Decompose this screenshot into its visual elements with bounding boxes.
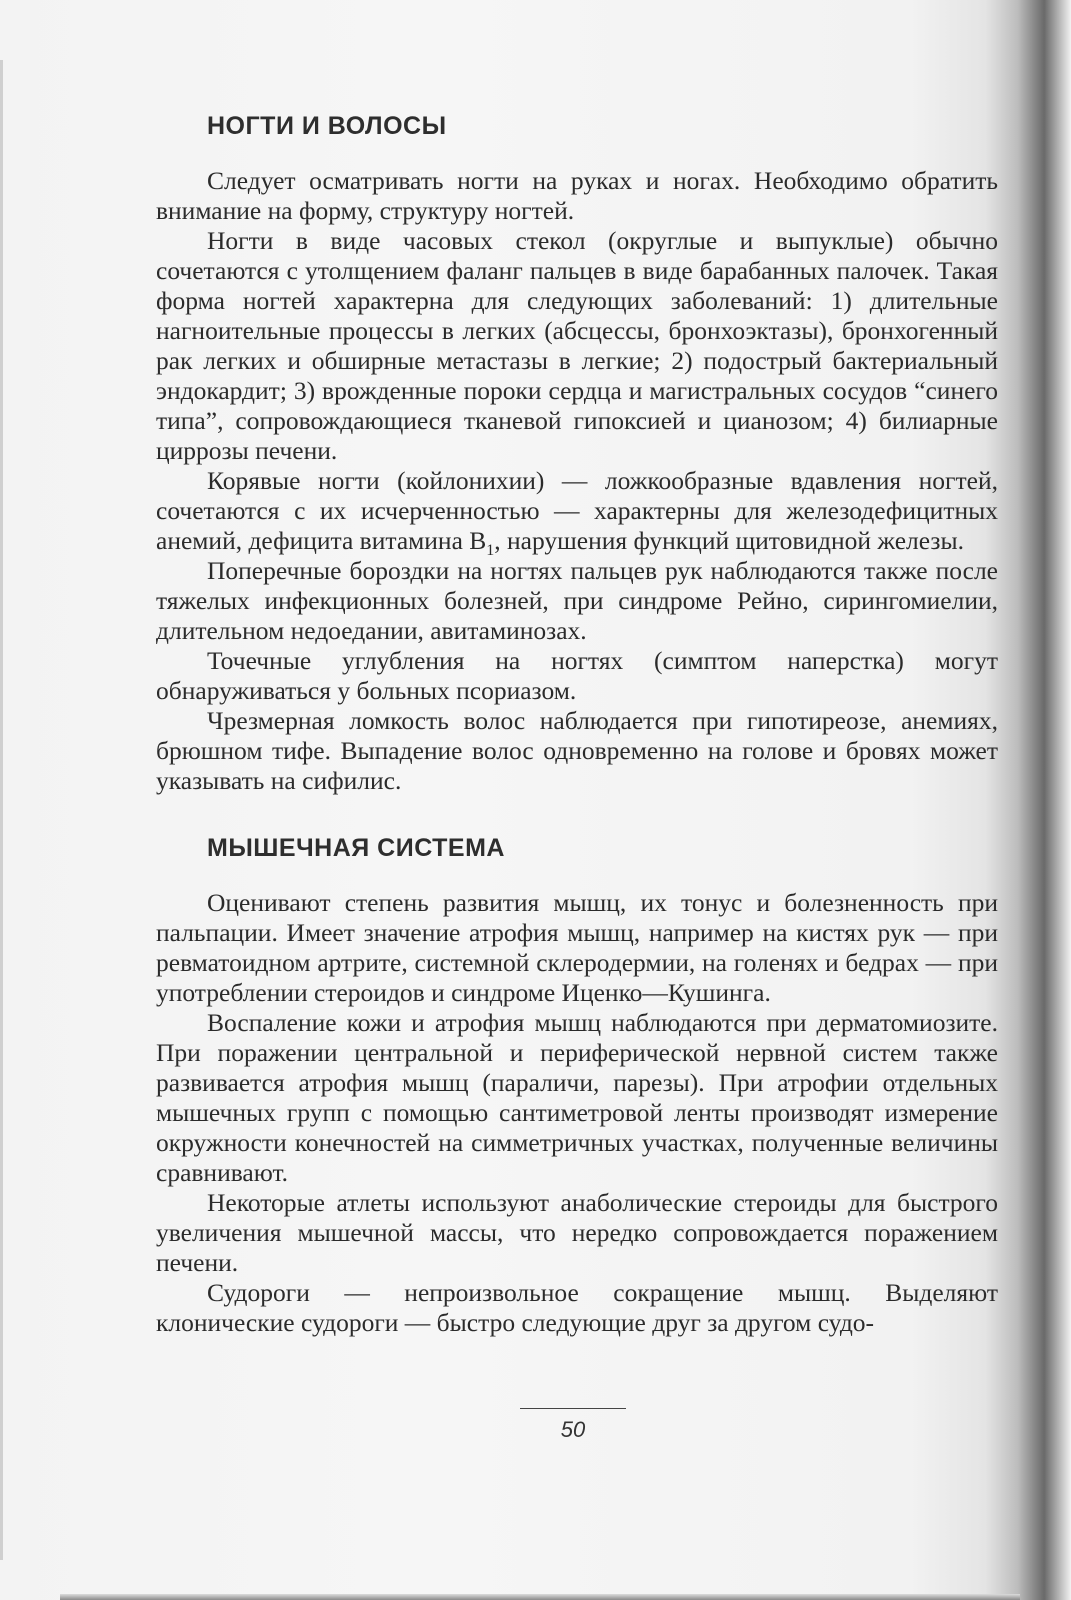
section-heading-muscular-system: МЫШЕЧНАЯ СИСТЕМА [207, 834, 505, 862]
paragraph: Поперечные бороздки на ногтях пальцев рук наблюдаются также после тяжелых инфекционных болезней, при синдроме Рейно, сирингомиелии, длительном недоедании, авитаминозах. [156, 556, 998, 645]
paragraph-text: Корявые ногти (койлонихии) — ложкообразные вдавления ногтей, сочетаются с их исчерченностью — характерны для железодефицитных анемий, дефицита витамина B [156, 466, 998, 555]
paragraph: Некоторые атлеты используют анаболические стероиды для быстрого увеличения мышечной массы, что нередко сопровождается поражением печени. [156, 1188, 998, 1277]
section-heading-nails-hair: НОГТИ И ВОЛОСЫ [207, 112, 447, 140]
paragraph: Оценивают степень развития мышц, их тонус и болезненность при пальпации. Имеет значение атрофия мышц, например на кистях рук — при ревматоидном артрите, системной склеродермии, на голенях и бедрах — при употреблении стероидов и синдроме Иценко—Кушинга. [156, 888, 998, 1007]
page-bottom-edge [60, 1594, 1020, 1600]
paragraph: Точечные углубления на ногтях (симптом наперстка) могут обнаруживаться у больных псориазом. [156, 646, 998, 705]
paragraph [156, 466, 998, 560]
paragraph-text: , нарушения функций щитовидной железы. [494, 526, 964, 555]
page-number: 50 [560, 1417, 586, 1442]
paragraph: Ногти в виде часовых стекол (округлые и выпуклые) обычно сочетаются с утолщением фаланг пальцев в виде барабанных палочек. Такая форма ногтей характерна для следующих заболеваний: 1) длительные нагноительные процессы в легких (абсцессы, бронхоэктазы), бронхогенный рак легких и обширные метастазы в легкие; 2) подострый бактериальный эндокардит; 3) врожденные пороки сердца и магистральных сосудов “синего типа”, сопровождающиеся тканевой гипоксией и цианозом; 4) билиарные циррозы печени. [156, 226, 998, 465]
paragraph: Судороги — непроизвольное сокращение мышц. Выделяют клонические судороги — быстро следующие друг за другом судо- [156, 1278, 998, 1337]
paragraph: Воспаление кожи и атрофия мышц наблюдаются при дерматомиозите. При поражении центральной и периферической нервной систем также развивается атрофия мышц (параличи, парезы). При атрофии отдельных мышечных групп с помощью сантиметровой ленты производят измерение окружности конечностей на симметричных участках, полученные величины сравнивают. [156, 1008, 998, 1187]
page-content [156, 108, 998, 1338]
footer-rule [520, 1408, 626, 1409]
paragraph: Следует осматривать ногти на руках и ногах. Необходимо обратить внимание на форму, структуру ногтей. [156, 166, 998, 225]
page-left-edge [0, 60, 3, 1560]
paragraph: Чрезмерная ломкость волос наблюдается при гипотиреозе, анемиях, брюшном тифе. Выпадение волос одновременно на голове и бровях может указывать на сифилис. [156, 706, 998, 795]
subscript: 1 [486, 542, 495, 560]
page-footer [520, 1408, 626, 1443]
